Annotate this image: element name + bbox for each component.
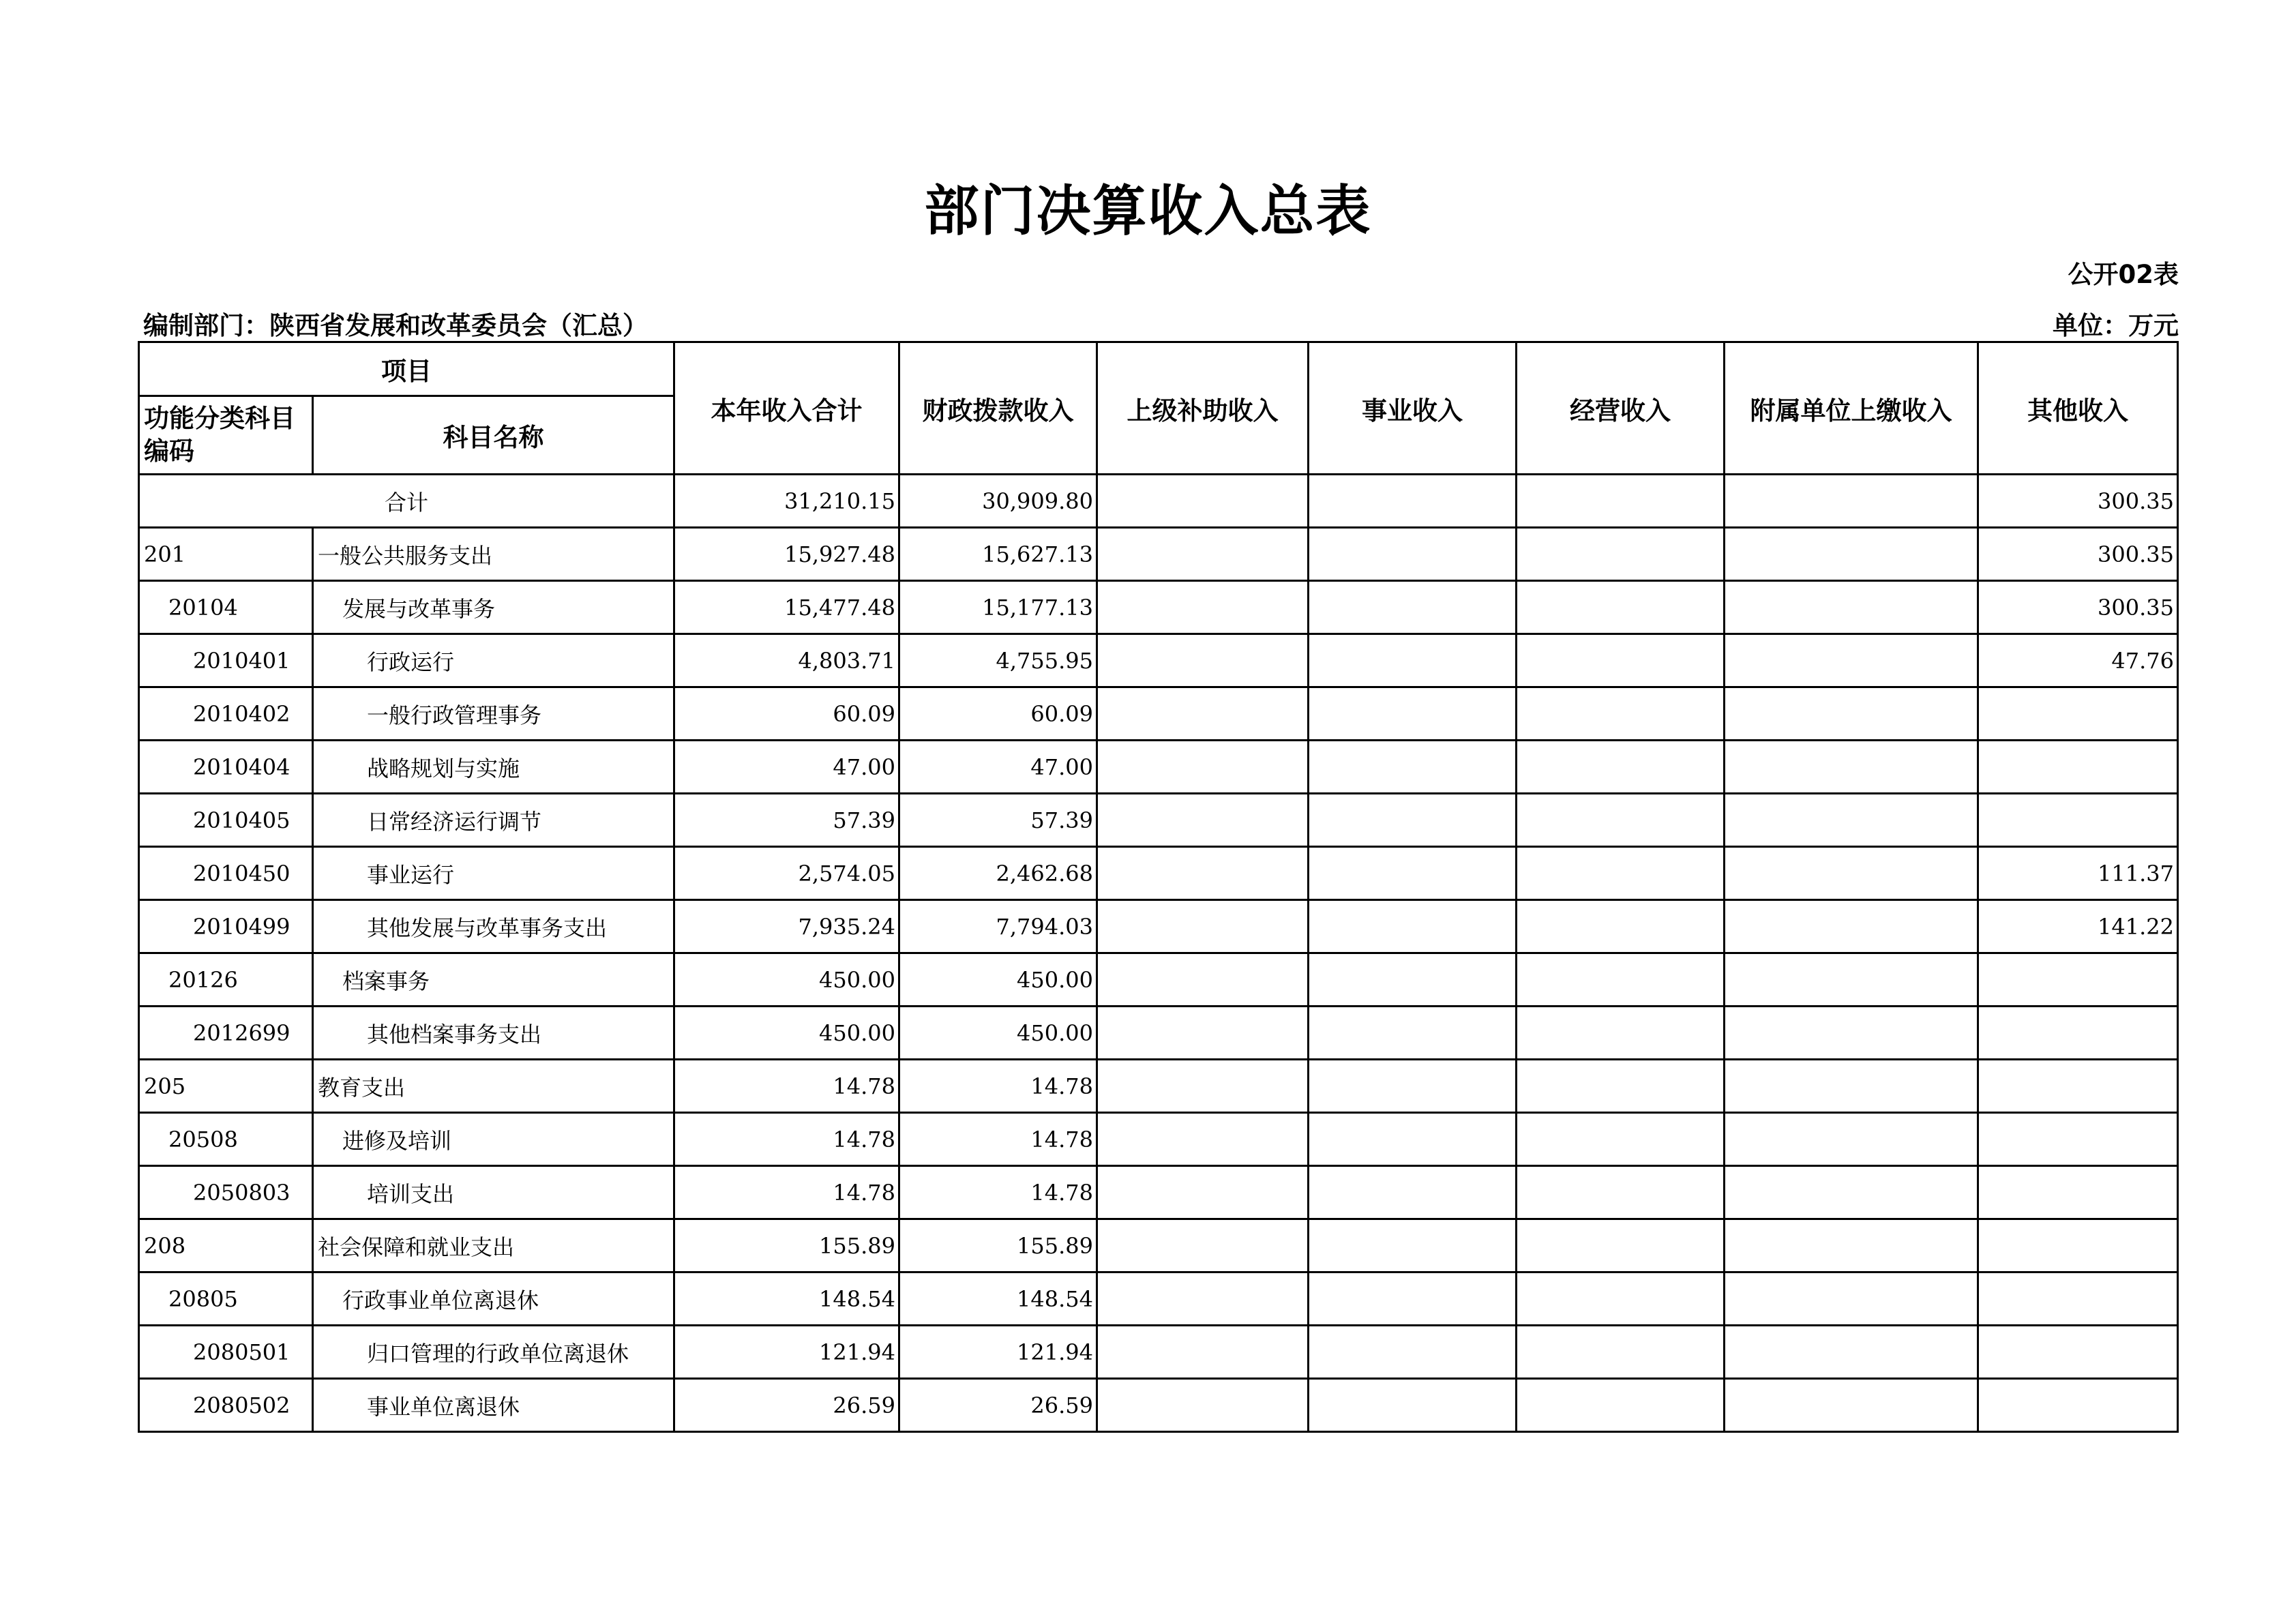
subject-code-cell: 20126 bbox=[139, 953, 313, 1007]
table-row bbox=[139, 1379, 2178, 1432]
total-cell: 14.78 bbox=[674, 1166, 899, 1219]
business-cell bbox=[1309, 847, 1517, 900]
table-row bbox=[139, 794, 2178, 847]
operating-cell bbox=[1517, 1166, 1725, 1219]
table-row bbox=[139, 1166, 2178, 1219]
superior-cell bbox=[1097, 741, 1309, 794]
business-cell bbox=[1309, 1007, 1517, 1060]
affiliate-cell bbox=[1725, 1219, 1978, 1272]
total-cell: 14.78 bbox=[674, 1060, 899, 1113]
fiscal-cell: 30,909.80 bbox=[899, 475, 1097, 528]
subject-name-cell: 行政运行 bbox=[313, 634, 674, 687]
business-cell bbox=[1309, 1272, 1517, 1326]
subject-name-cell: 一般行政管理事务 bbox=[313, 687, 674, 741]
subject-name-cell: 培训支出 bbox=[313, 1166, 674, 1219]
affiliate-cell bbox=[1725, 687, 1978, 741]
page-title: 部门决算收入总表 bbox=[924, 179, 1372, 243]
subject-code-cell: 20508 bbox=[139, 1113, 313, 1166]
superior-cell bbox=[1097, 1060, 1309, 1113]
table-row bbox=[139, 953, 2178, 1007]
table-row bbox=[139, 1060, 2178, 1113]
operating-cell bbox=[1517, 1113, 1725, 1166]
subject-code-cell: 2010405 bbox=[139, 794, 313, 847]
operating-cell bbox=[1517, 475, 1725, 528]
affiliate-cell bbox=[1725, 741, 1978, 794]
fiscal-cell: 450.00 bbox=[899, 953, 1097, 1007]
superior-cell bbox=[1097, 1272, 1309, 1326]
operating-cell bbox=[1517, 1060, 1725, 1113]
business-cell bbox=[1309, 475, 1517, 528]
header-affiliate: 附属单位上缴收入 bbox=[1725, 342, 1978, 475]
other-cell bbox=[1978, 687, 2178, 741]
subject-code-cell: 2012699 bbox=[139, 1007, 313, 1060]
affiliate-cell bbox=[1725, 475, 1978, 528]
total-cell: 14.78 bbox=[674, 1113, 899, 1166]
subject-name-cell: 战略规划与实施 bbox=[313, 741, 674, 794]
total-row bbox=[139, 475, 2178, 528]
subject-code-cell: 201 bbox=[139, 528, 313, 581]
business-cell bbox=[1309, 528, 1517, 581]
affiliate-cell bbox=[1725, 1326, 1978, 1379]
total-cell: 60.09 bbox=[674, 687, 899, 741]
fiscal-cell: 57.39 bbox=[899, 794, 1097, 847]
total-cell: 47.00 bbox=[674, 741, 899, 794]
total-cell: 121.94 bbox=[674, 1326, 899, 1379]
table-row bbox=[139, 1113, 2178, 1166]
subject-code-cell: 2010404 bbox=[139, 741, 313, 794]
fiscal-cell: 47.00 bbox=[899, 741, 1097, 794]
header-code: 功能分类科目编码 bbox=[139, 396, 313, 475]
form-number: 公开02表 bbox=[2068, 260, 2179, 289]
table-row bbox=[139, 1219, 2178, 1272]
other-cell: 300.35 bbox=[1978, 475, 2178, 528]
income-summary-table bbox=[138, 341, 2179, 1433]
operating-cell bbox=[1517, 1272, 1725, 1326]
table-row bbox=[139, 1007, 2178, 1060]
superior-cell bbox=[1097, 953, 1309, 1007]
operating-cell bbox=[1517, 900, 1725, 953]
subject-name-cell: 日常经济运行调节 bbox=[313, 794, 674, 847]
table-row bbox=[139, 528, 2178, 581]
fiscal-cell: 7,794.03 bbox=[899, 900, 1097, 953]
fiscal-cell: 14.78 bbox=[899, 1060, 1097, 1113]
subject-name-cell: 归口管理的行政单位离退休 bbox=[313, 1326, 674, 1379]
superior-cell bbox=[1097, 1007, 1309, 1060]
business-cell bbox=[1309, 1060, 1517, 1113]
business-cell bbox=[1309, 900, 1517, 953]
header-project: 项目 bbox=[139, 342, 674, 396]
table-body bbox=[139, 475, 2178, 1432]
operating-cell bbox=[1517, 1219, 1725, 1272]
subject-code-cell: 208 bbox=[139, 1219, 313, 1272]
header-total: 本年收入合计 bbox=[674, 342, 899, 475]
other-cell: 47.76 bbox=[1978, 634, 2178, 687]
subject-name-cell: 一般公共服务支出 bbox=[313, 528, 674, 581]
table-row bbox=[139, 900, 2178, 953]
subject-code-cell: 2010401 bbox=[139, 634, 313, 687]
operating-cell bbox=[1517, 1379, 1725, 1432]
subject-name-cell: 发展与改革事务 bbox=[313, 581, 674, 634]
fiscal-cell: 15,177.13 bbox=[899, 581, 1097, 634]
other-cell bbox=[1978, 1272, 2178, 1326]
subject-code-cell: 2010402 bbox=[139, 687, 313, 741]
fiscal-cell: 148.54 bbox=[899, 1272, 1097, 1326]
subject-name-cell: 其他发展与改革事务支出 bbox=[313, 900, 674, 953]
subject-code-cell: 20805 bbox=[139, 1272, 313, 1326]
subject-code-cell: 2050803 bbox=[139, 1166, 313, 1219]
business-cell bbox=[1309, 953, 1517, 1007]
superior-cell bbox=[1097, 847, 1309, 900]
unit-label: 单位：万元 bbox=[2053, 311, 2179, 340]
subject-name-cell: 社会保障和就业支出 bbox=[313, 1219, 674, 1272]
header-other: 其他收入 bbox=[1978, 342, 2178, 475]
header-superior: 上级补助收入 bbox=[1097, 342, 1309, 475]
business-cell bbox=[1309, 794, 1517, 847]
affiliate-cell bbox=[1725, 1060, 1978, 1113]
total-label: 合计 bbox=[139, 475, 674, 528]
table-row bbox=[139, 1272, 2178, 1326]
total-cell: 450.00 bbox=[674, 953, 899, 1007]
subject-name-cell: 事业单位离退休 bbox=[313, 1379, 674, 1432]
other-cell bbox=[1978, 1326, 2178, 1379]
affiliate-cell bbox=[1725, 528, 1978, 581]
fiscal-cell: 121.94 bbox=[899, 1326, 1097, 1379]
header-fiscal: 财政拨款收入 bbox=[899, 342, 1097, 475]
fiscal-cell: 155.89 bbox=[899, 1219, 1097, 1272]
fiscal-cell: 14.78 bbox=[899, 1113, 1097, 1166]
business-cell bbox=[1309, 687, 1517, 741]
operating-cell bbox=[1517, 581, 1725, 634]
fiscal-cell: 2,462.68 bbox=[899, 847, 1097, 900]
subject-code-cell: 2010450 bbox=[139, 847, 313, 900]
fiscal-cell: 14.78 bbox=[899, 1166, 1097, 1219]
total-cell: 148.54 bbox=[674, 1272, 899, 1326]
subject-name-cell: 档案事务 bbox=[313, 953, 674, 1007]
superior-cell bbox=[1097, 1219, 1309, 1272]
other-cell bbox=[1978, 953, 2178, 1007]
total-cell: 2,574.05 bbox=[674, 847, 899, 900]
header-business: 事业收入 bbox=[1309, 342, 1517, 475]
total-cell: 15,477.48 bbox=[674, 581, 899, 634]
business-cell bbox=[1309, 1166, 1517, 1219]
operating-cell bbox=[1517, 1007, 1725, 1060]
operating-cell bbox=[1517, 634, 1725, 687]
business-cell bbox=[1309, 1379, 1517, 1432]
fiscal-cell: 60.09 bbox=[899, 687, 1097, 741]
other-cell: 111.37 bbox=[1978, 847, 2178, 900]
superior-cell bbox=[1097, 634, 1309, 687]
affiliate-cell bbox=[1725, 581, 1978, 634]
operating-cell bbox=[1517, 1326, 1725, 1379]
total-cell: 450.00 bbox=[674, 1007, 899, 1060]
other-cell bbox=[1978, 1060, 2178, 1113]
table-row bbox=[139, 847, 2178, 900]
operating-cell bbox=[1517, 794, 1725, 847]
other-cell bbox=[1978, 794, 2178, 847]
other-cell bbox=[1978, 1219, 2178, 1272]
superior-cell bbox=[1097, 687, 1309, 741]
affiliate-cell bbox=[1725, 847, 1978, 900]
header-operating: 经营收入 bbox=[1517, 342, 1725, 475]
header-name: 科目名称 bbox=[313, 396, 674, 475]
affiliate-cell bbox=[1725, 1007, 1978, 1060]
business-cell bbox=[1309, 741, 1517, 794]
superior-cell bbox=[1097, 1166, 1309, 1219]
superior-cell bbox=[1097, 900, 1309, 953]
operating-cell bbox=[1517, 741, 1725, 794]
operating-cell bbox=[1517, 687, 1725, 741]
affiliate-cell bbox=[1725, 953, 1978, 1007]
superior-cell bbox=[1097, 1379, 1309, 1432]
operating-cell bbox=[1517, 847, 1725, 900]
subject-code-cell: 2010499 bbox=[139, 900, 313, 953]
affiliate-cell bbox=[1725, 794, 1978, 847]
affiliate-cell bbox=[1725, 634, 1978, 687]
other-cell: 141.22 bbox=[1978, 900, 2178, 953]
business-cell bbox=[1309, 1326, 1517, 1379]
total-cell: 57.39 bbox=[674, 794, 899, 847]
fiscal-cell: 4,755.95 bbox=[899, 634, 1097, 687]
affiliate-cell bbox=[1725, 900, 1978, 953]
superior-cell bbox=[1097, 1113, 1309, 1166]
table-row bbox=[139, 634, 2178, 687]
operating-cell bbox=[1517, 528, 1725, 581]
other-cell bbox=[1978, 1007, 2178, 1060]
superior-cell bbox=[1097, 475, 1309, 528]
table-row bbox=[139, 687, 2178, 741]
total-cell: 155.89 bbox=[674, 1219, 899, 1272]
superior-cell bbox=[1097, 581, 1309, 634]
business-cell bbox=[1309, 634, 1517, 687]
subject-code-cell: 2080502 bbox=[139, 1379, 313, 1432]
business-cell bbox=[1309, 1113, 1517, 1166]
superior-cell bbox=[1097, 528, 1309, 581]
business-cell bbox=[1309, 581, 1517, 634]
table-row bbox=[139, 741, 2178, 794]
total-cell: 26.59 bbox=[674, 1379, 899, 1432]
superior-cell bbox=[1097, 794, 1309, 847]
subject-name-cell: 其他档案事务支出 bbox=[313, 1007, 674, 1060]
table-row bbox=[139, 581, 2178, 634]
subject-code-cell: 2080501 bbox=[139, 1326, 313, 1379]
other-cell bbox=[1978, 1113, 2178, 1166]
fiscal-cell: 450.00 bbox=[899, 1007, 1097, 1060]
other-cell: 300.35 bbox=[1978, 528, 2178, 581]
subject-name-cell: 教育支出 bbox=[313, 1060, 674, 1113]
total-cell: 31,210.15 bbox=[674, 475, 899, 528]
subject-name-cell: 事业运行 bbox=[313, 847, 674, 900]
other-cell bbox=[1978, 741, 2178, 794]
superior-cell bbox=[1097, 1326, 1309, 1379]
other-cell: 300.35 bbox=[1978, 581, 2178, 634]
operating-cell bbox=[1517, 953, 1725, 1007]
subject-name-cell: 进修及培训 bbox=[313, 1113, 674, 1166]
other-cell bbox=[1978, 1379, 2178, 1432]
subject-code-cell: 20104 bbox=[139, 581, 313, 634]
affiliate-cell bbox=[1725, 1166, 1978, 1219]
fiscal-cell: 15,627.13 bbox=[899, 528, 1097, 581]
total-cell: 4,803.71 bbox=[674, 634, 899, 687]
department-label: 编制部门：陕西省发展和改革委员会（汇总） bbox=[143, 311, 648, 340]
other-cell bbox=[1978, 1166, 2178, 1219]
fiscal-cell: 26.59 bbox=[899, 1379, 1097, 1432]
subject-code-cell: 205 bbox=[139, 1060, 313, 1113]
business-cell bbox=[1309, 1219, 1517, 1272]
subject-name-cell: 行政事业单位离退休 bbox=[313, 1272, 674, 1326]
affiliate-cell bbox=[1725, 1379, 1978, 1432]
total-cell: 15,927.48 bbox=[674, 528, 899, 581]
affiliate-cell bbox=[1725, 1113, 1978, 1166]
table-row bbox=[139, 1326, 2178, 1379]
affiliate-cell bbox=[1725, 1272, 1978, 1326]
total-cell: 7,935.24 bbox=[674, 900, 899, 953]
